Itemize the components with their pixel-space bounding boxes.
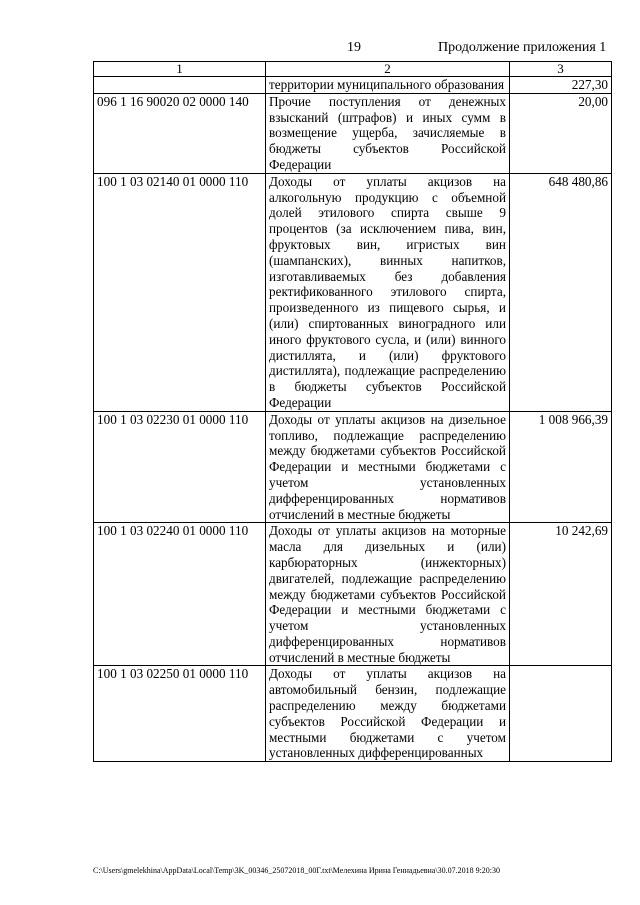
table-header-row <box>94 62 612 77</box>
budget-code: 096 1 16 90020 02 0000 140 <box>94 93 266 173</box>
amount <box>510 666 612 762</box>
table-row <box>94 93 612 173</box>
table-row <box>94 523 612 666</box>
income-description: Доходы от уплаты акцизов на автомобильный бензин, подлежащие распределению между бюджетами субъектов Российской Федерации и местными бюджетами с учетом установленных дифференцированных <box>266 666 510 762</box>
continuation-label: Продолжение приложения 1 <box>438 40 607 55</box>
amount: 227,30 <box>510 77 612 94</box>
column-header-1: 1 <box>94 62 266 77</box>
budget-code <box>94 77 266 94</box>
budget-code: 100 1 03 02240 01 0000 110 <box>94 523 266 666</box>
amount: 10 242,69 <box>510 523 612 666</box>
budget-code: 100 1 03 02140 01 0000 110 <box>94 173 266 411</box>
budget-code: 100 1 03 02250 01 0000 110 <box>94 666 266 762</box>
income-description: Доходы от уплаты акцизов на моторные масла для дизельных и (или) карбюраторных (инжекторных) двигателей, подлежащие распределению между бюджетами субъектов Российской Федерации и местными бюджетами с учетом установленных дифференцированных нормативов отчислений в местные бюджеты <box>266 523 510 666</box>
income-description: территории муниципального образования <box>266 77 510 94</box>
budget-table <box>93 61 612 762</box>
column-header-2: 2 <box>266 62 510 77</box>
amount: 1 008 966,39 <box>510 411 612 523</box>
table-row <box>94 411 612 523</box>
amount: 20,00 <box>510 93 612 173</box>
table-row <box>94 666 612 762</box>
income-description: Доходы от уплаты акцизов на алкогольную продукцию с объемной долей этилового спирта свыше 9 процентов (за исключением пива, вин, фруктовых вин, игристых вин (шампанских), винных напитков, изготавливаемых без добавления ректификованного этилового спирта, произведенного из пищевого сырья, и (или) спиртованных виноградного или иного фруктового сусла, и (или) винного дистиллята, и (или) фруктового дистиллята), подлежащие распределению в бюджеты субъектов Российской Федерации <box>266 173 510 411</box>
budget-code: 100 1 03 02230 01 0000 110 <box>94 411 266 523</box>
income-description: Прочие поступления от денежных взысканий (штрафов) и иных сумм в возмещение ущерба, зачисляемые в бюджеты субъектов Российской Федерации <box>266 93 510 173</box>
table-row <box>94 173 612 411</box>
table-row <box>94 77 612 94</box>
column-header-3: 3 <box>510 62 612 77</box>
footer-file-path: C:\Users\gmelekhina\AppData\Local\Temp\3K_00346_25072018_00Г.txt\Мелехина Ирина Геннадьевна\30.07.2018 9:20:30 <box>93 866 501 875</box>
amount: 648 480,86 <box>510 173 612 411</box>
page-number: 19 <box>347 40 361 55</box>
income-description: Доходы от уплаты акцизов на дизельное топливо, подлежащие распределению между бюджетами субъектов Российской Федерации и местными бюджетами с учетом установленных дифференцированных нормативов отчислений в местные бюджеты <box>266 411 510 523</box>
